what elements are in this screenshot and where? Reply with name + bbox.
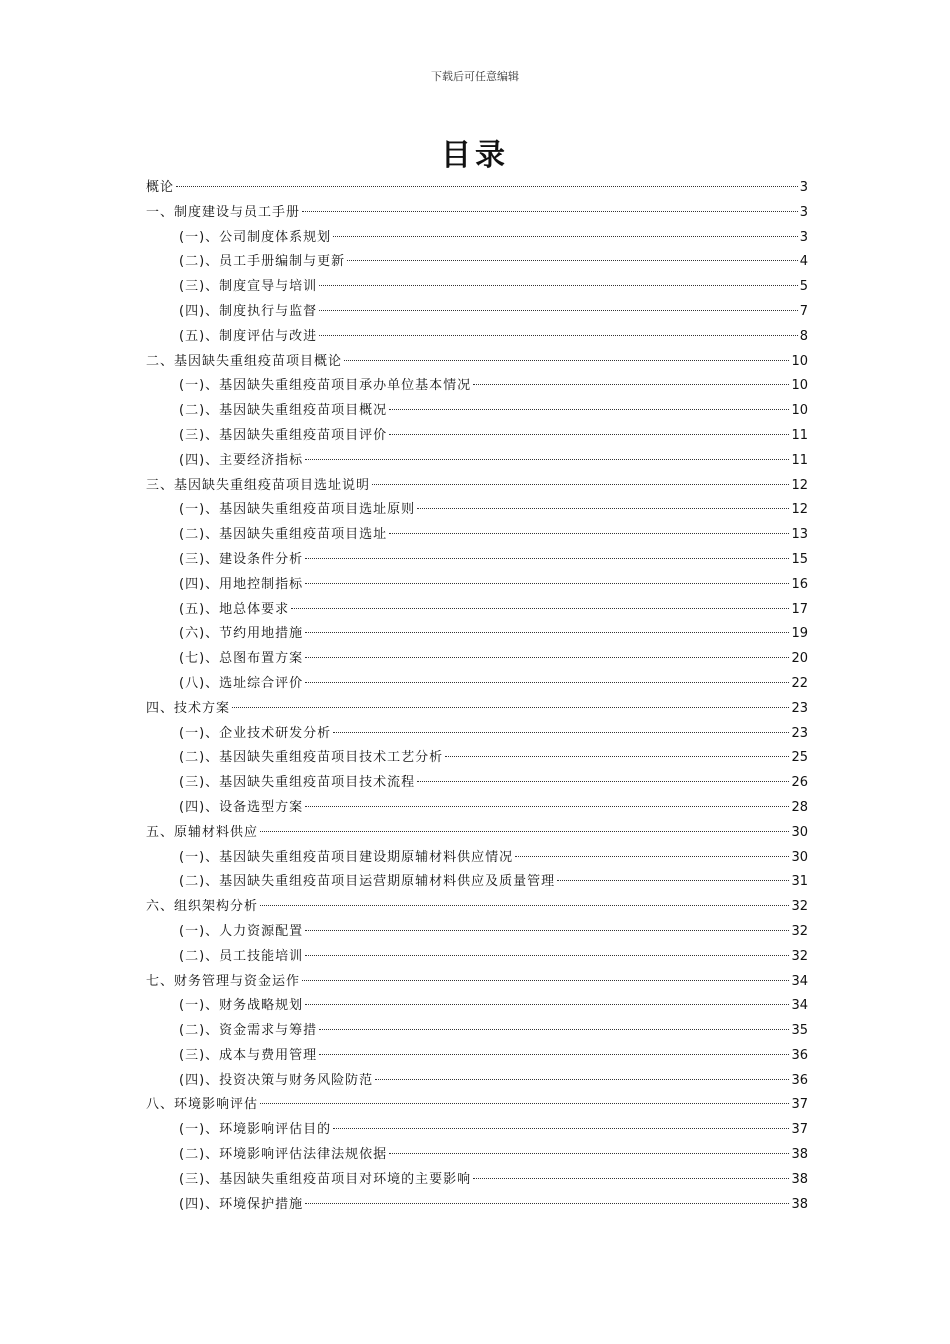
toc-entry-page: 5 <box>799 279 808 295</box>
toc-entry-title: (三)、基因缺失重组疫苗项目对环境的主要影响 <box>179 1171 472 1187</box>
toc-entry-page: 37 <box>791 1122 808 1138</box>
toc-entry-page: 10 <box>791 403 808 419</box>
dot-leader <box>375 1079 789 1080</box>
toc-entry-title: (一)、财务战略规划 <box>179 998 304 1014</box>
toc-entry-title: 二、基因缺失重组疫苗项目概论 <box>146 353 343 369</box>
toc-entry[interactable] <box>146 474 808 499</box>
toc-entry-title: (二)、员工技能培训 <box>179 948 304 964</box>
table-of-contents <box>146 176 808 1217</box>
toc-entry-page: 30 <box>791 849 808 865</box>
toc-entry-page: 23 <box>791 700 808 716</box>
dot-leader <box>305 459 789 460</box>
toc-entry-title: (三)、基因缺失重组疫苗项目评价 <box>179 427 388 443</box>
dot-leader <box>344 360 789 361</box>
toc-entry[interactable] <box>146 796 808 821</box>
toc-entry[interactable] <box>146 1019 808 1044</box>
toc-entry-page: 38 <box>791 1171 808 1187</box>
dot-leader <box>417 781 789 782</box>
toc-entry-title: (一)、公司制度体系规划 <box>179 229 332 245</box>
toc-entry[interactable] <box>146 374 808 399</box>
dot-leader <box>260 1103 789 1104</box>
toc-entry-page: 37 <box>791 1097 808 1113</box>
dot-leader <box>305 1004 789 1005</box>
toc-entry-page: 10 <box>791 378 808 394</box>
toc-entry-page: 28 <box>791 799 808 815</box>
toc-entry-title: (一)、企业技术研发分析 <box>179 725 332 741</box>
toc-entry-title: (二)、基因缺失重组疫苗项目概况 <box>179 403 388 419</box>
toc-entry-page: 3 <box>799 229 808 245</box>
toc-entry[interactable] <box>146 647 808 672</box>
dot-leader <box>305 558 789 559</box>
toc-entry[interactable] <box>146 970 808 995</box>
toc-entry-title: (三)、建设条件分析 <box>179 551 304 567</box>
toc-entry-title: (一)、基因缺失重组疫苗项目承办单位基本情况 <box>179 378 472 394</box>
dot-leader <box>319 285 798 286</box>
toc-entry-page: 12 <box>791 477 808 493</box>
dot-leader <box>473 384 789 385</box>
toc-entry-title: (五)、地总体要求 <box>179 601 290 617</box>
toc-entry[interactable] <box>146 1093 808 1118</box>
dot-leader <box>260 831 789 832</box>
toc-entry-title: (四)、环境保护措施 <box>179 1196 304 1212</box>
dot-leader <box>557 880 789 881</box>
dot-leader <box>319 335 798 336</box>
dot-leader <box>305 632 789 633</box>
dot-leader <box>305 930 789 931</box>
toc-entry-title: 六、组织架构分析 <box>146 899 259 915</box>
toc-entry[interactable] <box>146 870 808 895</box>
toc-entry[interactable] <box>146 1143 808 1168</box>
toc-entry[interactable] <box>146 300 808 325</box>
toc-entry-page: 23 <box>791 725 808 741</box>
toc-entry-page: 8 <box>799 328 808 344</box>
toc-entry[interactable] <box>146 697 808 722</box>
toc-entry[interactable] <box>146 548 808 573</box>
toc-entry[interactable] <box>146 920 808 945</box>
toc-entry-title: (二)、基因缺失重组疫苗项目选址 <box>179 527 388 543</box>
dot-leader <box>305 682 789 683</box>
toc-entry-title: (一)、基因缺失重组疫苗项目选址原则 <box>179 502 416 518</box>
toc-entry-page: 35 <box>791 1023 808 1039</box>
toc-entry[interactable] <box>146 722 808 747</box>
toc-entry-title: 三、基因缺失重组疫苗项目选址说明 <box>146 477 371 493</box>
toc-entry-title: (二)、基因缺失重组疫苗项目技术工艺分析 <box>179 750 444 766</box>
toc-entry-title: (二)、环境影响评估法律法规依据 <box>179 1147 388 1163</box>
toc-entry-title: (三)、制度宣导与培训 <box>179 279 318 295</box>
toc-entry-page: 38 <box>791 1196 808 1212</box>
toc-entry-title: 七、财务管理与资金运作 <box>146 973 301 989</box>
toc-entry[interactable] <box>146 573 808 598</box>
dot-leader <box>305 583 789 584</box>
toc-entry-title: (二)、基因缺失重组疫苗项目运营期原辅材料供应及质量管理 <box>179 874 556 890</box>
toc-entry-page: 38 <box>791 1147 808 1163</box>
toc-entry[interactable] <box>146 994 808 1019</box>
toc-entry[interactable] <box>146 424 808 449</box>
dot-leader <box>305 657 789 658</box>
toc-entry-page: 4 <box>799 254 808 270</box>
toc-entry[interactable] <box>146 226 808 251</box>
toc-entry[interactable] <box>146 746 808 771</box>
toc-entry-page: 36 <box>791 1072 808 1088</box>
toc-entry-page: 11 <box>791 452 808 468</box>
toc-entry-page: 11 <box>791 427 808 443</box>
dot-leader <box>389 409 789 410</box>
toc-entry-title: (四)、设备选型方案 <box>179 799 304 815</box>
toc-entry-page: 20 <box>791 651 808 667</box>
toc-entry-title: (一)、人力资源配置 <box>179 923 304 939</box>
dot-leader <box>319 310 798 311</box>
toc-entry[interactable] <box>146 498 808 523</box>
toc-entry-title: (六)、节约用地措施 <box>179 626 304 642</box>
toc-entry[interactable] <box>146 598 808 623</box>
dot-leader <box>333 1128 789 1129</box>
toc-entry-page: 26 <box>791 775 808 791</box>
toc-entry[interactable] <box>146 846 808 871</box>
dot-leader <box>232 707 789 708</box>
dot-leader <box>319 1029 789 1030</box>
dot-leader <box>333 236 798 237</box>
toc-entry-page: 32 <box>791 948 808 964</box>
toc-entry-page: 32 <box>791 899 808 915</box>
toc-entry-title: (一)、环境影响评估目的 <box>179 1122 332 1138</box>
dot-leader <box>347 260 798 261</box>
toc-entry-title: 八、环境影响评估 <box>146 1097 259 1113</box>
toc-entry-page: 30 <box>791 824 808 840</box>
toc-entry-title: (四)、主要经济指标 <box>179 452 304 468</box>
toc-entry-title: 一、制度建设与员工手册 <box>146 204 301 220</box>
dot-leader <box>305 955 789 956</box>
toc-entry-page: 32 <box>791 923 808 939</box>
dot-leader <box>302 211 798 212</box>
toc-entry[interactable] <box>146 275 808 300</box>
toc-entry[interactable] <box>146 771 808 796</box>
toc-entry-title: (七)、总图布置方案 <box>179 651 304 667</box>
toc-entry[interactable] <box>146 1118 808 1143</box>
toc-entry[interactable] <box>146 250 808 275</box>
toc-entry-page: 3 <box>799 180 808 195</box>
toc-entry[interactable] <box>146 523 808 548</box>
dot-leader <box>445 756 789 757</box>
toc-entry-title: (四)、制度执行与监督 <box>179 303 318 319</box>
toc-entry-title: (五)、制度评估与改进 <box>179 328 318 344</box>
toc-entry[interactable] <box>146 325 808 350</box>
toc-entry[interactable] <box>146 350 808 375</box>
dot-leader <box>305 1203 789 1204</box>
dot-leader <box>333 732 789 733</box>
toc-entry-title: (八)、选址综合评价 <box>179 675 304 691</box>
dot-leader <box>473 1178 789 1179</box>
toc-entry-page: 34 <box>791 998 808 1014</box>
toc-entry-page: 17 <box>791 601 808 617</box>
toc-entry-page: 12 <box>791 502 808 518</box>
toc-entry[interactable] <box>146 176 808 201</box>
toc-entry-page: 22 <box>791 675 808 691</box>
toc-entry-page: 36 <box>791 1047 808 1063</box>
dot-leader <box>176 186 798 187</box>
dot-leader <box>389 1153 789 1154</box>
toc-entry-page: 16 <box>791 576 808 592</box>
toc-entry[interactable] <box>146 672 808 697</box>
toc-entry[interactable] <box>146 1044 808 1069</box>
toc-entry[interactable] <box>146 399 808 424</box>
dot-leader <box>389 533 789 534</box>
toc-entry[interactable] <box>146 821 808 846</box>
toc-entry-title: (三)、基因缺失重组疫苗项目技术流程 <box>179 775 416 791</box>
page-header: 下载后可任意编辑 <box>431 70 519 83</box>
toc-entry[interactable] <box>146 1193 808 1218</box>
toc-entry-title: 五、原辅材料供应 <box>146 824 259 840</box>
toc-entry-page: 19 <box>791 626 808 642</box>
dot-leader <box>389 434 789 435</box>
toc-entry-title: (四)、投资决策与财务风险防范 <box>179 1072 374 1088</box>
dot-leader <box>260 905 789 906</box>
toc-entry[interactable] <box>146 622 808 647</box>
toc-entry[interactable] <box>146 449 808 474</box>
toc-entry-page: 3 <box>799 204 808 220</box>
dot-leader <box>302 980 789 981</box>
toc-entry-page: 15 <box>791 551 808 567</box>
toc-entry-page: 13 <box>791 527 808 543</box>
dot-leader <box>515 856 789 857</box>
toc-entry-title: (二)、员工手册编制与更新 <box>179 254 346 270</box>
toc-entry-title: 概论 <box>146 180 175 195</box>
toc-entry[interactable] <box>146 1168 808 1193</box>
toc-entry[interactable] <box>146 895 808 920</box>
dot-leader <box>372 484 789 485</box>
dot-leader <box>305 806 789 807</box>
toc-entry-page: 7 <box>799 303 808 319</box>
toc-entry-title: 四、技术方案 <box>146 700 231 716</box>
toc-entry-title: (四)、用地控制指标 <box>179 576 304 592</box>
toc-entry-page: 31 <box>791 874 808 890</box>
dot-leader <box>291 608 789 609</box>
toc-entry[interactable] <box>146 945 808 970</box>
toc-entry[interactable] <box>146 1069 808 1094</box>
toc-entry-page: 34 <box>791 973 808 989</box>
dot-leader <box>319 1054 789 1055</box>
toc-entry-page: 25 <box>791 750 808 766</box>
toc-entry[interactable] <box>146 201 808 226</box>
dot-leader <box>417 508 789 509</box>
toc-entry-title: (一)、基因缺失重组疫苗项目建设期原辅材料供应情况 <box>179 849 514 865</box>
toc-entry-page: 10 <box>791 353 808 369</box>
toc-entry-title: (二)、资金需求与筹措 <box>179 1023 318 1039</box>
toc-entry-title: (三)、成本与费用管理 <box>179 1047 318 1063</box>
toc-title: 目录 <box>441 138 509 173</box>
